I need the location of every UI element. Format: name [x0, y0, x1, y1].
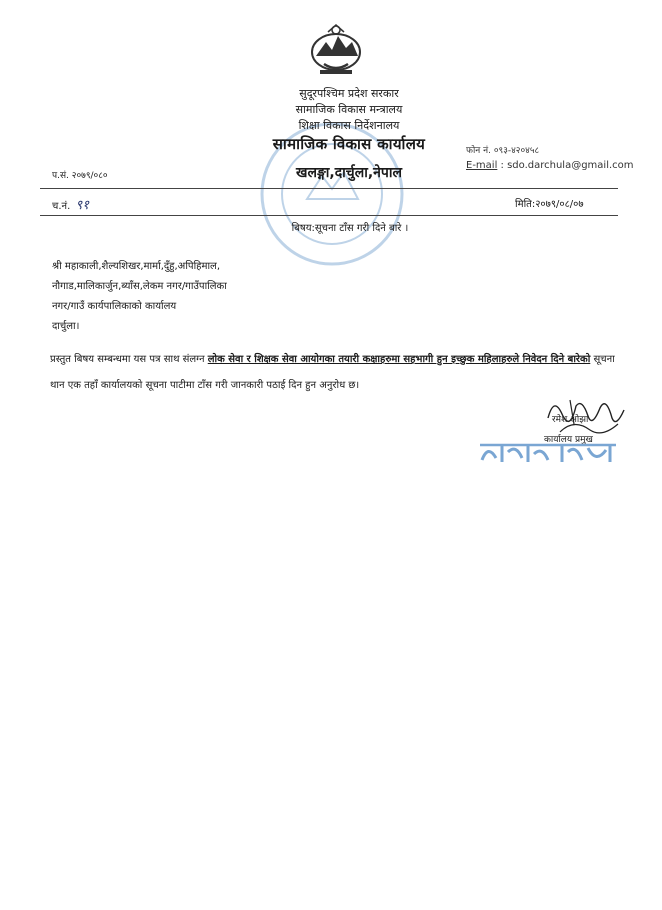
- dispatch-number: [52, 195, 89, 213]
- letter-body: [50, 347, 620, 399]
- body-request: सूचना थान एक तहाँ कार्यालयको सूचना पाटीमा टाँस गरी जानकारी पठाई दिन हुन अनुरोध छ।: [50, 354, 615, 391]
- reference-number: प.सं. २०७९/०८०: [52, 171, 108, 181]
- body-highlight: लोक सेवा र शिक्षक सेवा आयोगका तयारी कक्षाहरुमा सहभागी हुन इच्छुक महिलाहरुले निवेदन दिने बारेको: [207, 354, 591, 365]
- letter-date: मिति:२०७९/०८/०७: [515, 199, 584, 210]
- address-line-3: नगर/गाउँ कार्यपालिकाको कार्यालय: [52, 301, 177, 312]
- email-label: E-mail: [466, 160, 498, 171]
- signatory-title: कार्यालय प्रमुख: [544, 435, 593, 445]
- phone-number: फोन नं. ०९३-४२०४५८: [466, 146, 540, 156]
- header-ministry: सामाजिक विकास मन्त्रालय: [295, 103, 403, 116]
- dispatch-value: ९१: [75, 198, 89, 213]
- header-office-name: सामाजिक विकास कार्यालय: [272, 135, 426, 153]
- subject-line: बिषय:सूचना टाँस गरी दिने बारे ।: [291, 223, 409, 234]
- header-directorate: शिक्षा विकास निर्देशनालय: [298, 119, 400, 132]
- nepal-emblem-icon: [306, 22, 366, 78]
- header-location: खलङ्गा,दार्चुला,नेपाल: [296, 165, 402, 181]
- office-head-stamp-icon: [478, 438, 618, 468]
- address-line-2: नौगाड,मालिकार्जुन,ब्याँस,लेकम नगर/गाउँपालिका: [52, 281, 227, 292]
- body-intro: प्रस्तुत बिषय सम्बन्धमा यस पत्र साथ संलग्न: [50, 354, 208, 365]
- header-province: सुदूरपश्चिम प्रदेश सरकार: [299, 87, 399, 100]
- divider: [40, 215, 618, 216]
- address-line-1: श्री महाकाली,शैल्यशिखर,मार्मा,दुँहु,अपिहिमाल,: [52, 261, 221, 272]
- divider: [40, 188, 618, 189]
- email-address[interactable]: : sdo.darchula@gmail.com: [497, 160, 634, 171]
- signatory-name: रमेश ओझा: [552, 415, 589, 425]
- email-line: [466, 160, 634, 171]
- dispatch-label: च.नं.: [52, 201, 71, 212]
- address-line-4: दार्चुला।: [52, 321, 80, 332]
